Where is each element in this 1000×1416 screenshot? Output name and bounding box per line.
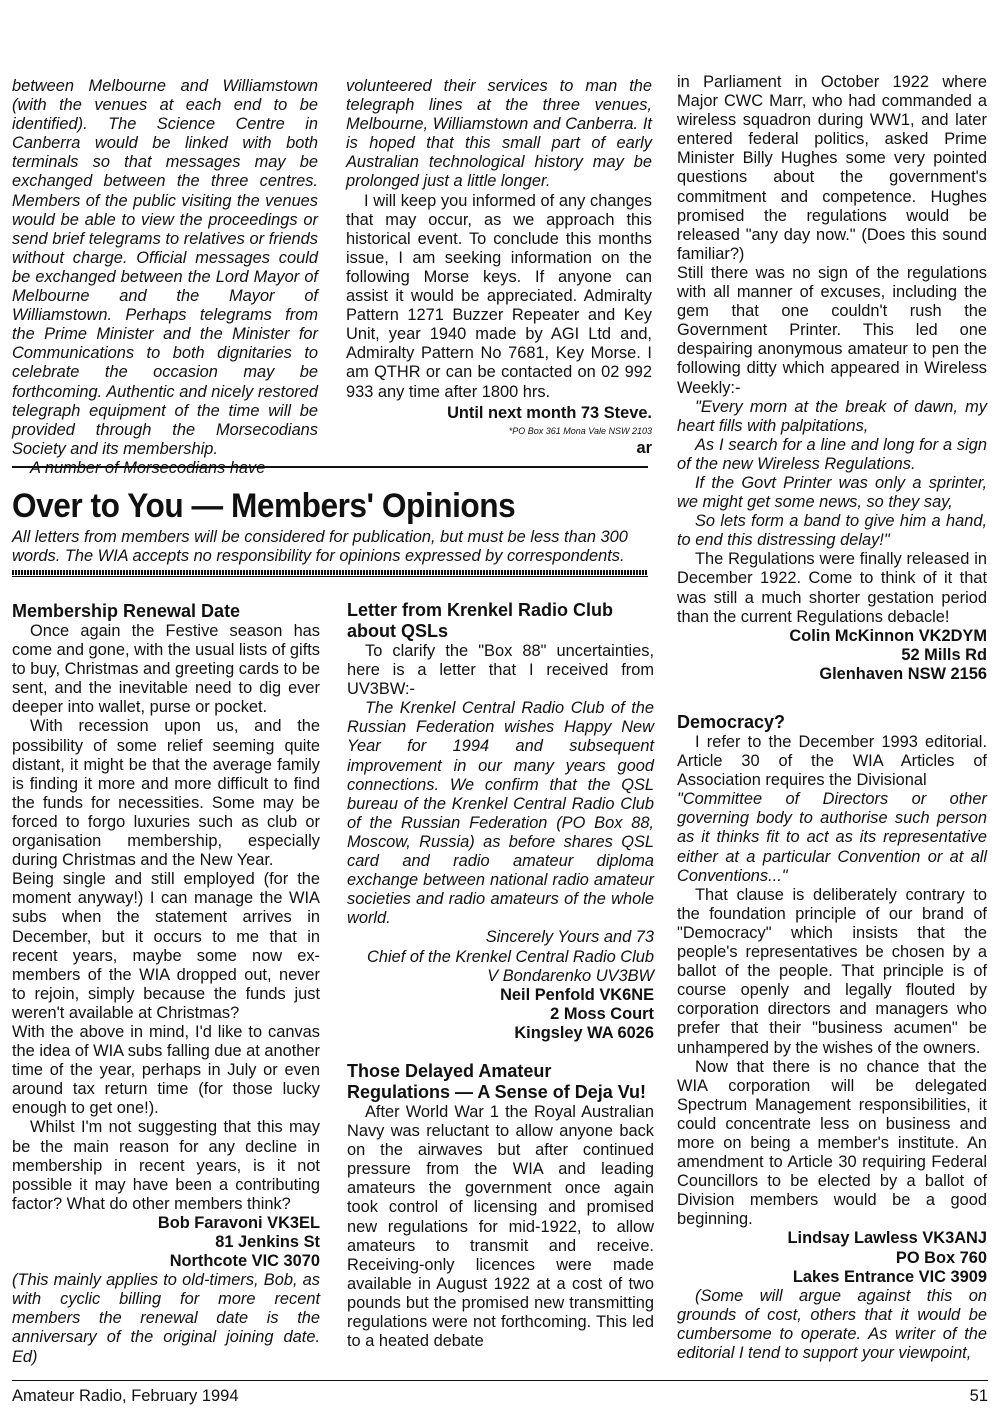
section-divider-hatched xyxy=(12,570,648,575)
quoted-closing: Chief of the Krenkel Central Radio Club xyxy=(367,947,654,966)
continued-article-middle xyxy=(346,77,652,458)
author-street: 52 Mills Rd xyxy=(901,645,987,664)
author-town: Glenhaven NSW 2156 xyxy=(819,664,987,683)
letter-heading: Democracy? xyxy=(677,712,786,732)
letters-right-column xyxy=(677,73,987,1363)
poem-line: As I search for a line and long for a sign of the new Wireless Regulations. xyxy=(677,435,987,473)
author-name: Bob Faravoni VK3EL xyxy=(157,1213,320,1232)
letter-paragraph: To clarify the "Box 88" uncertainties, here is a letter that I received from UV3BW:- xyxy=(347,642,654,699)
section-divider xyxy=(12,576,648,577)
letter-paragraph: That clause is deliberately contrary to the foundation principle of our brand of "Democracy" which insists that the people's representatives be chosen by a ballot of the people. That principle is of course openly and legally flouted by corporation directors and managers who prefer that their "business acumen" be unhampered by the wishes of the owners. xyxy=(677,885,987,1057)
article-signoff: Until next month 73 Steve. xyxy=(447,403,652,422)
quoted-article: "Committee of Directors or other governing body to authorise such person as it thinks fit to act as its representative either at a particular Convention or at all Conventions..." xyxy=(677,790,987,885)
author-address: *PO Box 361 Mona Vale NSW 2103 xyxy=(508,425,652,436)
letter-paragraph: Whilst I'm not suggesting that this may be the main reason for any decline in membership in recent years, is it not possible it may have been a contributing factor? What do other members think? xyxy=(12,1118,320,1213)
letter-heading: Letter from Krenkel Radio Club about QSLs xyxy=(347,600,614,641)
quoted-closing: Sincerely Yours and 73 xyxy=(485,928,654,947)
author-street: 2 Moss Court xyxy=(550,1004,654,1023)
letters-middle-column xyxy=(347,600,654,1351)
editor-note: (This mainly applies to old-timers, Bob, as with cyclic billing for more recent members the renewal date is the anniversary of the original joining date. Ed) xyxy=(12,1271,320,1366)
poem-line: If the Govt Printer was only a sprinter, we might get some news, so they say, xyxy=(677,473,987,512)
poem-line: So lets form a band to give him a hand, to end this distressing delay!" xyxy=(677,512,987,550)
letter-heading: Those Delayed Amateur Regulations — A Sense of Deja Vu! xyxy=(347,1060,647,1102)
article-paragraph: I will keep you informed of any changes that may occur, as we approach this historical event. To conclude this months issue, I am seeking information on the following Morse keys. If anyone can assist it would be appreciated. Admiralty Pattern 1271 Buzzer Repeater and Key Unit, year 1940 made by AGI Ltd and, Admiralty Pattern No 7681, Key Morse. I am QTHR or can be contacted on 02 992 933 any time after 1800 hrs. xyxy=(346,191,652,401)
letter-paragraph: I refer to the December 1993 editorial. Article 30 of the WIA Articles of Association requires the Divisional xyxy=(677,733,987,790)
end-mark: ar xyxy=(636,438,652,457)
poem-line: "Every morn at the break of dawn, my heart fills with palpitations, xyxy=(677,397,987,435)
section-title: Over to You — Members' Opinions xyxy=(12,487,516,525)
article-paragraph: volunteered their services to man the telegraph lines at the three venues, Melbourne, Williamstown and Canberra. It is hoped that this small part of early Australian technological history may be prolonged just a little longer. xyxy=(346,77,652,191)
letter-membership-renewal xyxy=(12,601,320,1367)
letter-paragraph: Now that there is no chance that the WIA corporation will be delegated Spectrum Management responsibilities, it could concentrate less on business and more on being a member's institute. An amendment to Article 30 requiring Federal Councillors to be elected by a ballot of Division members would be a good beginning. xyxy=(677,1057,987,1229)
author-name: Neil Penfold VK6NE xyxy=(500,985,654,1004)
letter-paragraph: Being single and still employed (for the moment anyway!) I can manage the WIA subs when the statement arrives in December, but it occurs to me that in recent years, maybe some now ex-members of the WIA dropped out, never to rejoin, simply because the funds just weren't available at Christmas? xyxy=(12,870,320,1022)
section-intro: All letters from members will be considered for publication, but must be less than 300 words. The WIA accepts no responsibility for opinions expressed by correspondents. xyxy=(12,528,628,566)
letter-paragraph: After World War 1 the Royal Australian Navy was reluctant to allow anyone back on the airwaves but after continued pressure from the WIA and leading amateurs the government once again took control of licensing and promised new regulations for mid-1922, to allow amateurs to transmit and receive. Receiving-only licences were made available in August 1922 at a cost of two pounds but the promised new transmitting regulations were not forthcoming. This led to a heated debate xyxy=(347,1102,654,1351)
footer-divider xyxy=(12,1380,988,1381)
author-street: 81 Jenkins St xyxy=(215,1233,320,1251)
letter-paragraph: Once again the Festive season has come and gone, with the usual lists of gifts to buy, Christmas and greeting cards to be sent, and the inevitable need to dig ever deeper into wallet, purse or pocket. xyxy=(12,622,320,717)
article-paragraph: between Melbourne and Williamstown (with the venues at each end to be identified). The Science Centre in Canberra would be linked with both terminals so that messages may be exchanged between the three centres. Members of the public visiting the venues would be able to view the proceedings or send brief telegrams to relatives or friends without charge. Official messages could be exchanged between the Lord Mayor of Melbourne and the Mayor of Williamstown. Perhaps telegrams from the Prime Minister and the Minister for Communications to both dignitaries to celebrate the occasion may be forthcoming. Authentic and nicely restored telegraph equipment of the time will be provided through the Morsecodians Society and its membership. xyxy=(12,77,318,458)
letter-heading: Membership Renewal Date xyxy=(12,601,241,621)
continued-article-left xyxy=(12,77,318,478)
page-number: 51 xyxy=(969,1387,988,1405)
author-town: Lakes Entrance VIC 3909 xyxy=(792,1267,987,1286)
footer-publication: Amateur Radio, February 1994 xyxy=(12,1387,239,1405)
author-name: Lindsay Lawless VK3ANJ xyxy=(787,1229,987,1248)
quoted-closing: V Bondarenko UV3BW xyxy=(487,966,654,985)
author-street: PO Box 760 xyxy=(895,1248,987,1267)
article-paragraph xyxy=(12,459,318,478)
section-divider xyxy=(12,466,648,468)
author-town: Kingsley WA 6026 xyxy=(514,1023,654,1042)
editor-note: (Some will argue against this on grounds of cost, others that it would be cumbersome to operate. As writer of the editorial I tend to support your viewpoint, xyxy=(677,1286,987,1362)
quoted-letter: The Krenkel Central Radio Club of the Russian Federation wishes Happy New Year for 1994 and subsequent improvement in our many years good connections. We confirm that the QSL bureau of the Krenkel Central Radio Club of the Russian Federation (PO Box 88, Moscow, Russia) as before shares QSL card and radio amateur diploma exchange between national radio amateur societies and radio amateurs of the whole world. xyxy=(347,699,654,928)
letter-paragraph: With recession upon us, and the possibility of some relief seeming quite distant, it might be that the average family is finding it more and more difficult to find the funds for necessities. Some may be forced to forgo luxuries such as club or organisation membership, especially during Christmas and the New Year. xyxy=(12,717,320,870)
letter-paragraph: The Regulations were finally released in December 1922. Come to think of it that was still a much shorter gestation period than the current Regulations debacle! xyxy=(677,550,987,626)
author-name: Colin McKinnon VK2DYM xyxy=(789,626,987,645)
letter-paragraph: With the above in mind, I'd like to canvas the idea of WIA subs falling due at another time of the year, perhaps in July or even around tax return time (for those lucky enough to get one!). xyxy=(12,1022,320,1118)
letter-paragraph: Still there was no sign of the regulations with all manner of excuses, including the gem that one couldn't rush the Government Printer. This led one despairing anonymous amateur to pen the following ditty which appeared in Wireless Weekly:- xyxy=(677,263,987,397)
letter-paragraph: in Parliament in October 1922 where Major CWC Marr, who had commanded a wireless squadron during WW1, and later entered federal politics, asked Prime Minister Billy Hughes some very pointed questions about the government's commitment and competence. Hughes promised the regulations would be released "any day now." (Does this sound familiar?) xyxy=(677,73,987,263)
author-town: Northcote VIC 3070 xyxy=(169,1252,320,1271)
